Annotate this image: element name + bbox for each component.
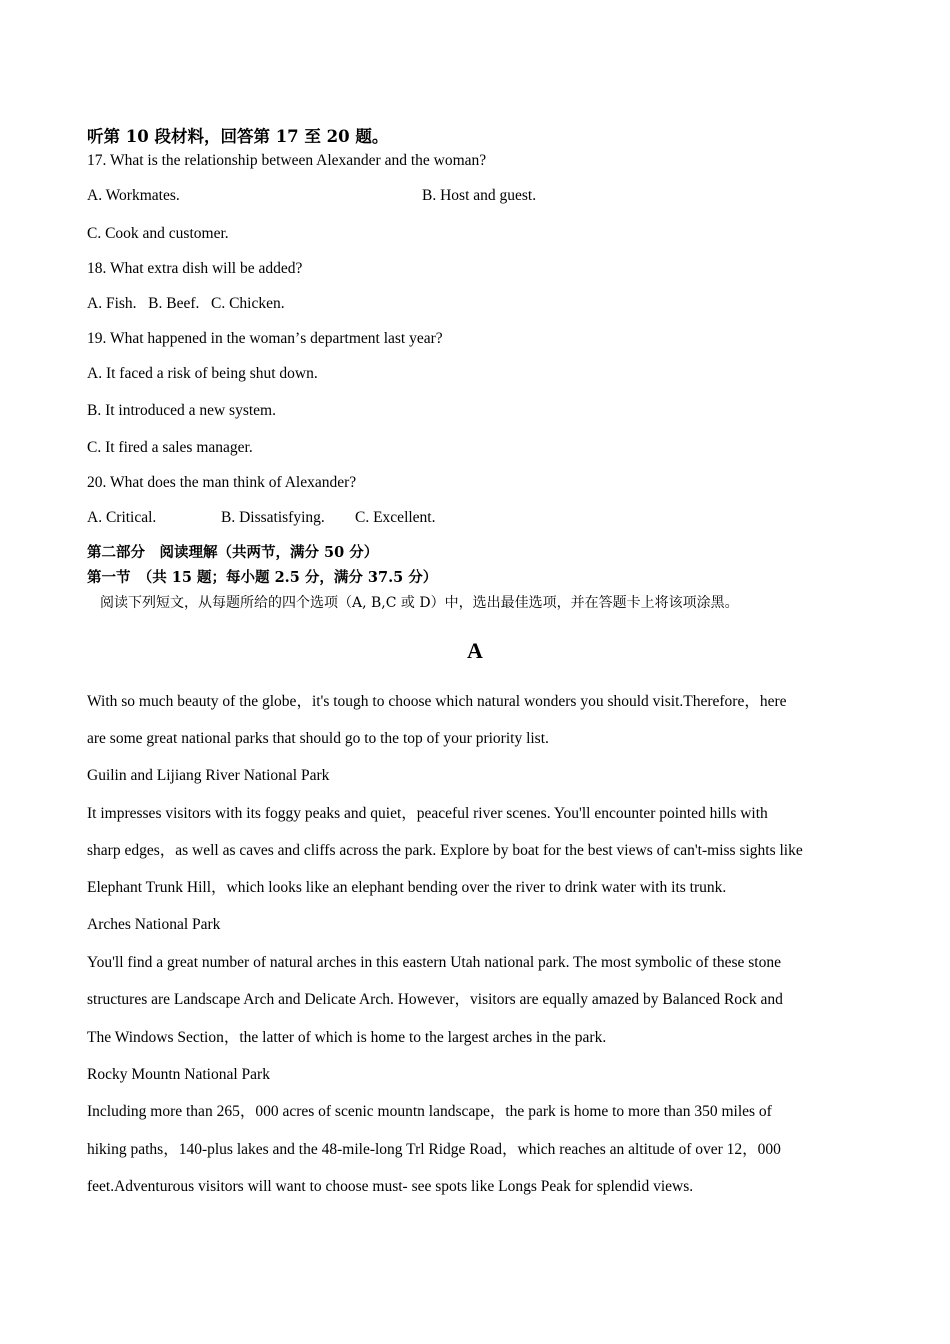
- park-1-line-2: sharp edges，as well as caves and cliffs across the park. Explore by boat for the best views of can't-miss sights like: [87, 842, 803, 859]
- passage-intro-line-1: With so much beauty of the globe，it's tough to choose which natural wonders you should visit.Therefore，here: [87, 693, 787, 710]
- park-2-title: Arches National Park: [87, 916, 221, 933]
- part-2-title: 第二部分 阅读理解（共两节，满分 50 分）: [87, 544, 379, 561]
- park-2-line-3: The Windows Section，the latter of which is home to the largest arches in the park.: [87, 1029, 607, 1046]
- passage-letter: A: [467, 638, 483, 663]
- passage-intro-line-2: are some great national parks that should go to the top of your priority list.: [87, 730, 549, 747]
- park-1-line-1: It impresses visitors with its foggy peaks and quiet，peaceful river scenes. You'll encounter pointed hills with: [87, 805, 768, 822]
- park-3-title: Rocky Mountn National Park: [87, 1066, 270, 1083]
- q20-option-b: B. Dissatisfying.: [221, 509, 325, 526]
- part-2-section-1: 第一节 （共 15 题；每小题 2.5 分，满分 37.5 分）: [87, 569, 438, 586]
- q17-option-c: C. Cook and customer.: [87, 225, 229, 242]
- q17-option-a: A. Workmates.: [87, 187, 180, 204]
- park-1-title: Guilin and Lijiang River National Park: [87, 767, 330, 784]
- park-3-line-3: feet.Adventurous visitors will want to choose must- see spots like Longs Peak for splendid views.: [87, 1178, 694, 1195]
- q19-option-a: A. It faced a risk of being shut down.: [87, 365, 318, 382]
- question-18: 18. What extra dish will be added?: [87, 260, 303, 277]
- question-20: 20. What does the man think of Alexander?: [87, 474, 357, 491]
- park-1-line-3: Elephant Trunk Hill，which looks like an elephant bending over the river to drink water with its trunk.: [87, 879, 727, 896]
- section-10-heading: 听第 10 段材料，回答第 17 至 20 题。: [87, 127, 389, 146]
- reading-instruction: 阅读下列短文，从每题所给的四个选项（A, B,C 或 D）中，选出最佳选项，并在答题卡上将该项涂黑。: [100, 595, 739, 611]
- q20-option-c: C. Excellent.: [355, 509, 436, 526]
- question-17: 17. What is the relationship between Alexander and the woman?: [87, 152, 487, 169]
- q18-options: A. Fish. B. Beef. C. Chicken.: [87, 295, 285, 312]
- q19-option-c: C. It fired a sales manager.: [87, 439, 253, 456]
- q17-option-b: B. Host and guest.: [422, 187, 537, 204]
- park-3-line-1: Including more than 265，000 acres of scenic mountn landscape，the park is home to more than 350 miles of: [87, 1103, 772, 1120]
- q19-option-b: B. It introduced a new system.: [87, 402, 276, 419]
- q20-option-a: A. Critical.: [87, 509, 157, 526]
- question-19: 19. What happened in the womanʼs department last year?: [87, 330, 443, 347]
- park-2-line-1: You'll find a great number of natural arches in this eastern Utah national park. The most symbolic of these stone: [87, 954, 781, 971]
- park-3-line-2: hiking paths，140-plus lakes and the 48-mile-long Trl Ridge Road，which reaches an altitude of over 12，000: [87, 1141, 781, 1158]
- park-2-line-2: structures are Landscape Arch and Delicate Arch. However，visitors are equally amazed by Balanced Rock and: [87, 991, 783, 1008]
